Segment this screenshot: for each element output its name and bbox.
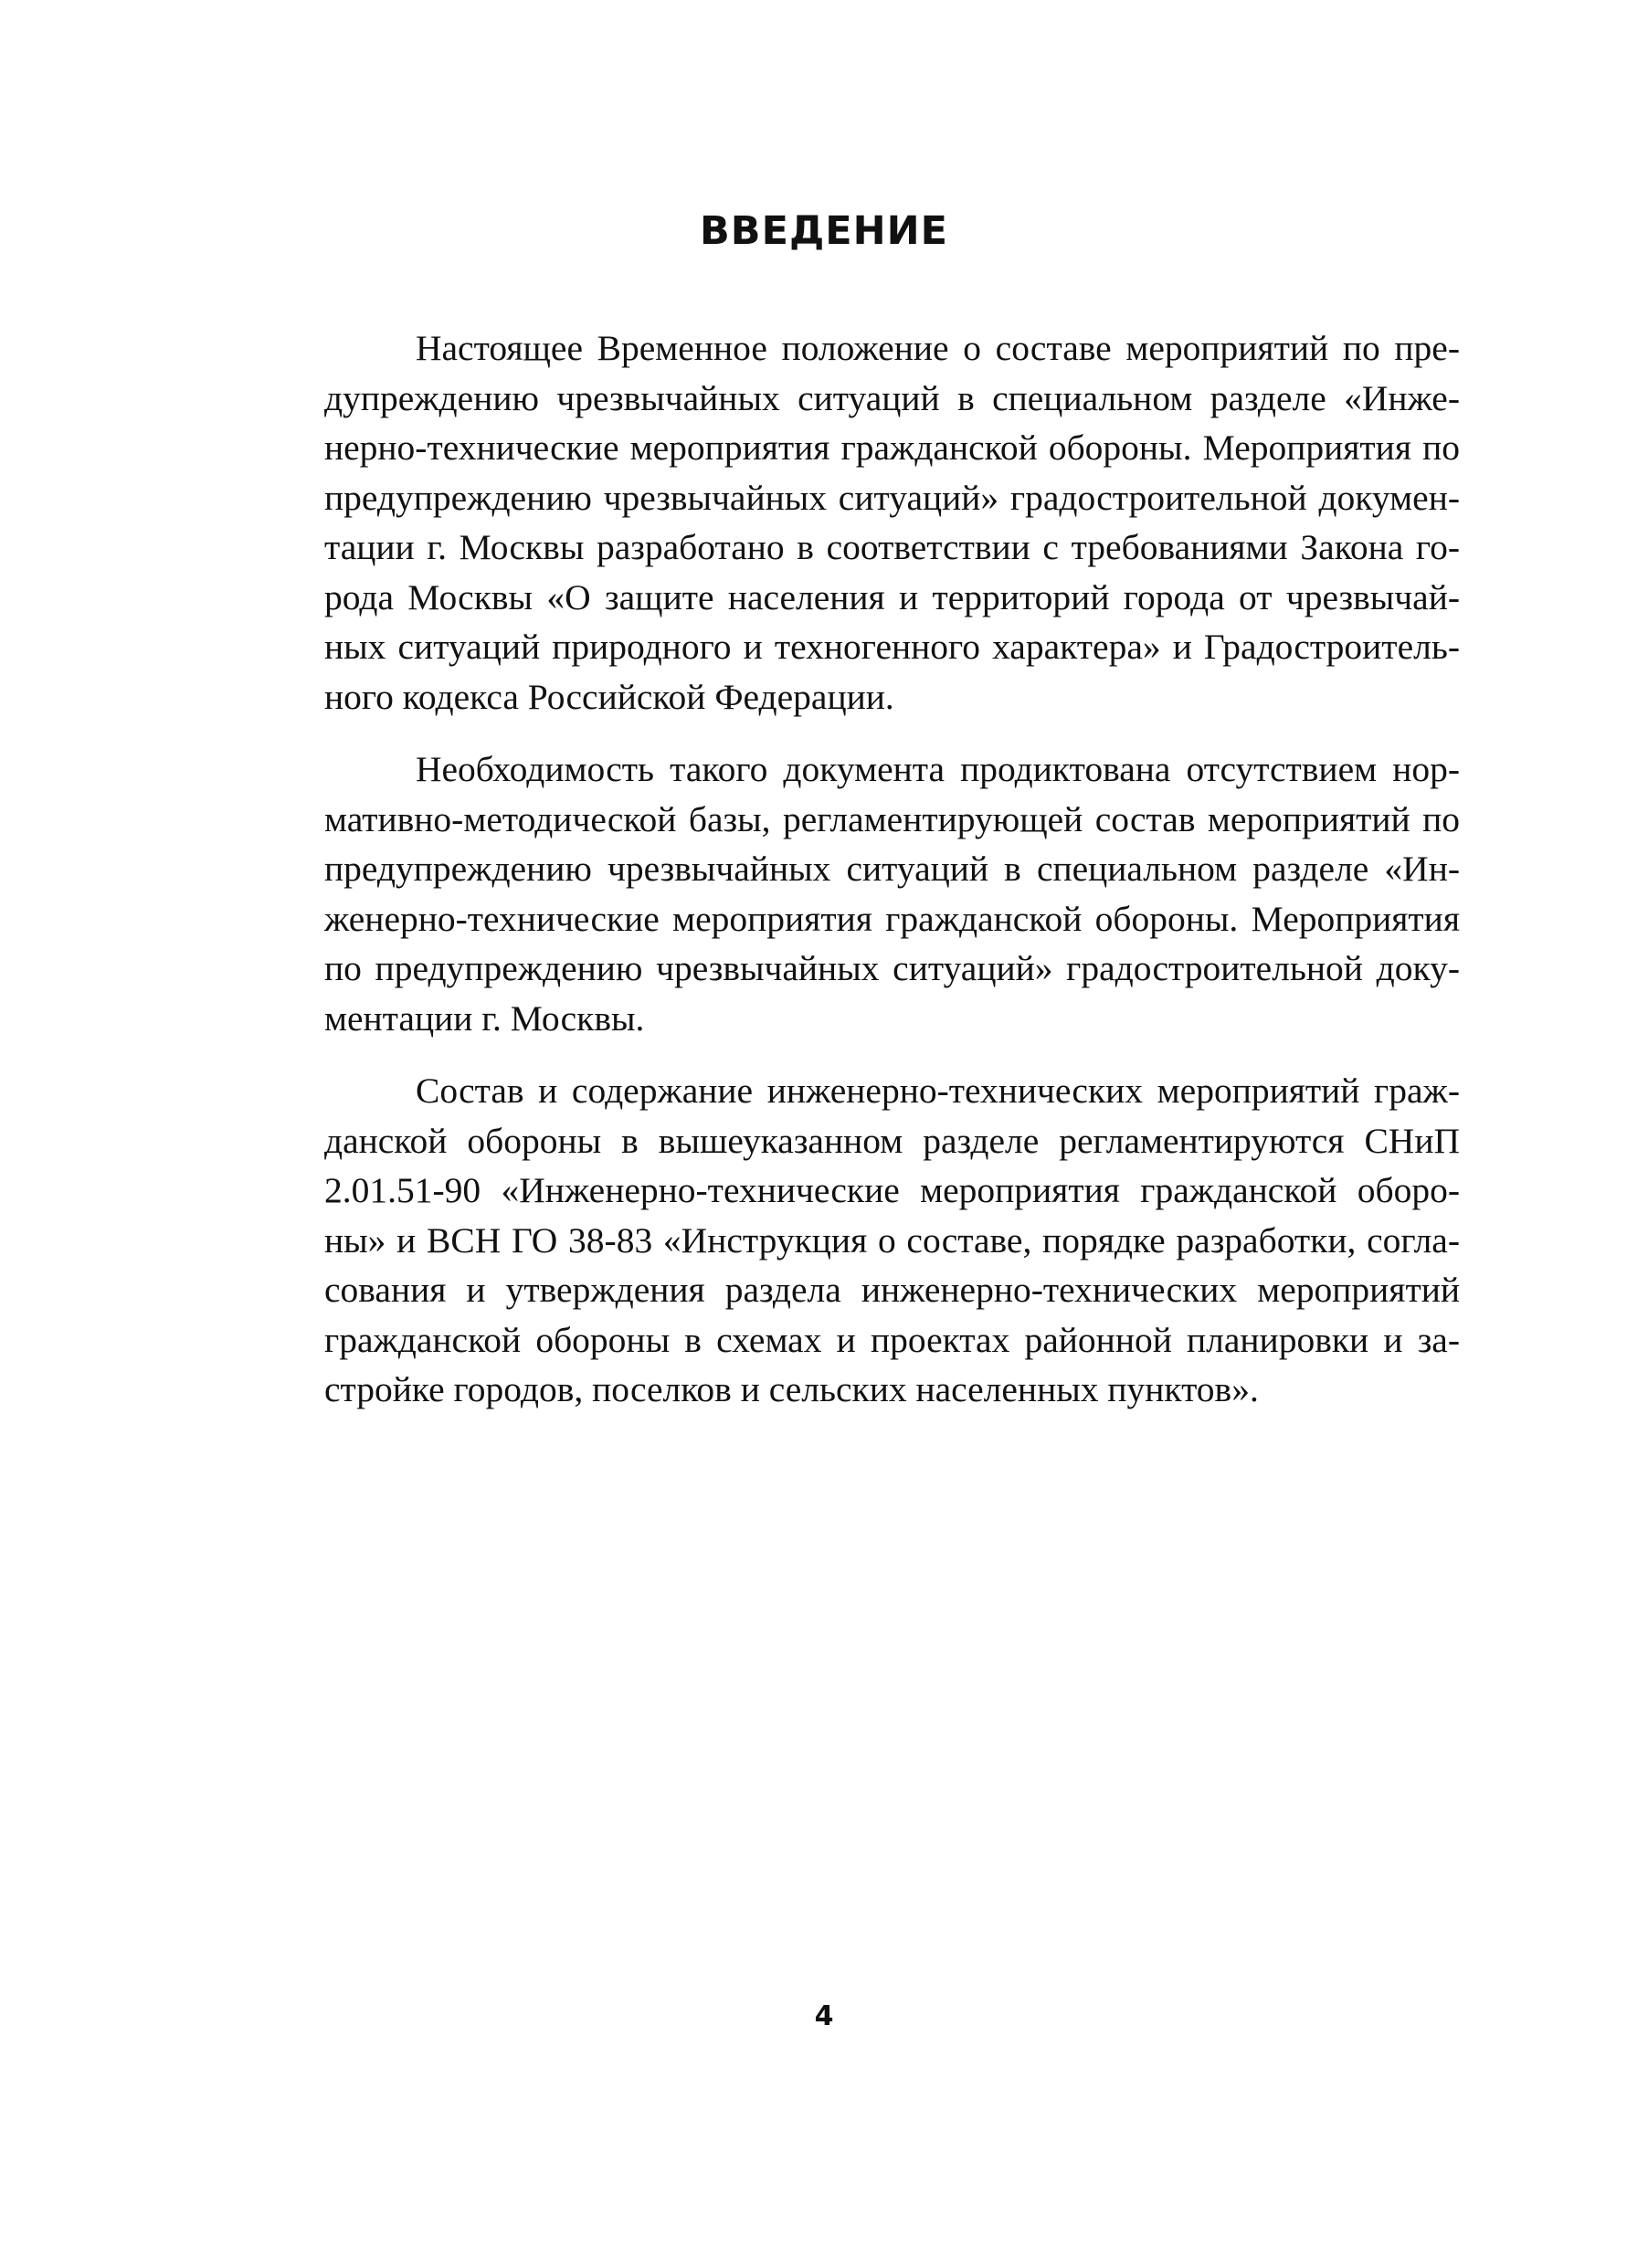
paragraph-1: Настоящее Временное положение о составе мероприятий по предупреждению чрезвычайных ситуаций в специальном разделе «Инженерно-технические мероприятия гражданской обороны. Мероприятия по предупреждению чрезвычайных ситуаций» градостроительной документации г. Москвы разработано в соответствии с требованиями Закона города Москвы «О защите населения и территорий города от чрезвычайных ситуаций природного и техногенного характера» и Градостроительного кодекса Российской Федерации. (324, 328, 1460, 717)
paragraph-2: Необходимость такого документа продиктована отсутствием нормативно-методической базы, регламентирующей состав мероприятий по предупреждению чрезвычайных ситуаций в специальном разделе «Инженерно-технические мероприятия гражданской обороны. Мероприятия по предупреждению чрезвычайных ситуаций» градостроительной документации г. Москвы. (324, 749, 1460, 1039)
document-body (324, 323, 1460, 1438)
page-title: ВВЕДЕНИЕ (700, 208, 948, 254)
page-number: 4 (814, 2000, 834, 2032)
paragraph-3: Состав и содержание инженерно-технических мероприятий гражданской обороны в вышеуказанном разделе регламентируются СНиП 2.01.51-90 «Инженерно-технические мероприятия гражданской обороны» и ВСН ГО 38-83 «Инструкция о составе, порядке разработки, согласования и утверждения раздела инженерно-технических мероприятий гражданской обороны в схемах и проектах районной планировки и застройке городов, поселков и сельских населенных пунктов». (324, 1071, 1460, 1409)
